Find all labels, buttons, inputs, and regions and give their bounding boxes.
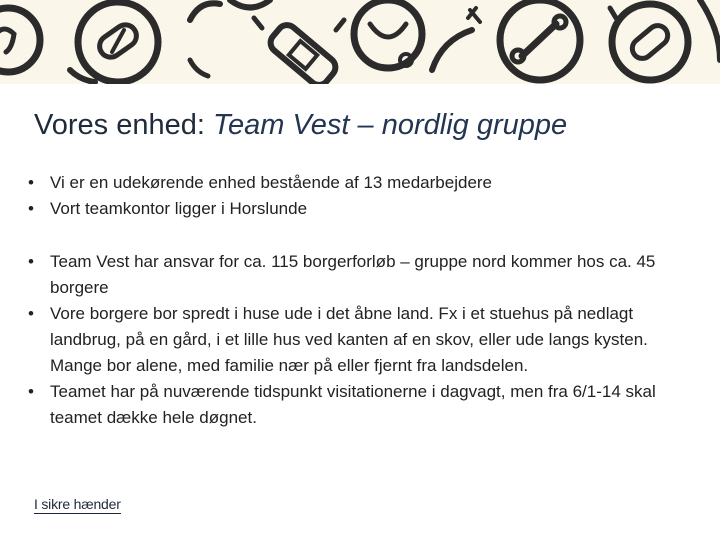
title-main: Vores enhed:: [34, 109, 205, 141]
page-title: [34, 109, 567, 142]
list-item: [26, 301, 686, 379]
bullet-list-details: [26, 249, 686, 431]
list-item-text: Team Vest har ansvar for ca. 115 borgerforløb – gruppe nord kommer hos ca. 45 borgere: [50, 252, 656, 297]
bullet-icon: •: [28, 252, 34, 271]
list-item: [26, 196, 686, 222]
list-item: [26, 170, 686, 196]
bullet-icon: •: [28, 382, 34, 401]
medical-pattern-illustration: [0, 0, 720, 84]
title-subtitle: Team Vest – nordlig gruppe: [212, 109, 568, 141]
bullet-icon: •: [28, 304, 34, 323]
list-item: [26, 379, 686, 431]
list-item-text: Vore borgere bor spredt i huse ude i det åbne land. Fx i et stuehus på nedlagt landbrug, på en gård, i et lille hus ved kanten af en skov, eller ude langs kysten. Mange bor alene, med familie nær på eller fjernt fra landsdelen.: [50, 304, 648, 375]
tooth-icon: [0, 8, 40, 72]
header-banner: [0, 0, 720, 84]
bandage-icon: [254, 18, 344, 84]
bullet-icon: •: [28, 199, 34, 218]
list-item: [26, 249, 686, 301]
list-item-text: Vi er en udekørende enhed bestående af 13 medarbejdere: [50, 173, 493, 192]
list-item-text: Vort teamkontor ligger i Horslunde: [50, 199, 308, 218]
pill-capsule-icon: [78, 2, 158, 82]
cross-icon: [610, 4, 688, 80]
bone-icon: [500, 0, 580, 80]
bullet-icon: •: [28, 173, 34, 192]
stethoscope-icon: [354, 0, 422, 68]
brand-logo: I sikre hænder: [34, 496, 121, 512]
list-item-text: Teamet har på nuværende tidspunkt visitationerne i dagvagt, men fra 6/1-14 skal teamet dække hele døgnet.: [50, 382, 656, 427]
bullet-list-intro: [26, 170, 686, 222]
